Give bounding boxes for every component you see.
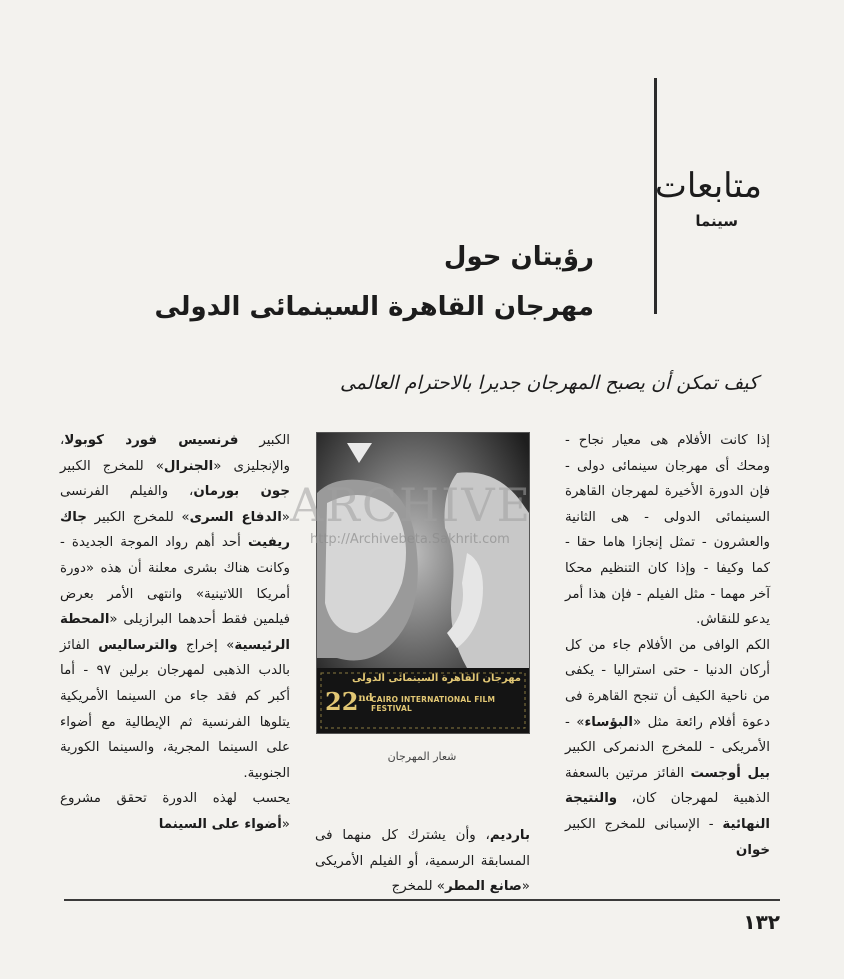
paragraph [565,428,770,633]
film-title: الجنرال [163,458,214,474]
edition-suffix: nd [358,693,373,704]
film-title: البؤساء [584,714,633,730]
section-title: متابعات [654,166,762,206]
footer-divider [64,899,780,901]
poster-title-arabic: مهرجان القاهرة السينمائى الدولى [351,673,521,684]
paragraph [60,428,290,786]
article-column-right [565,428,770,863]
person-name: خوان [735,842,770,858]
text-run: » - الأمريكى - للمخرج الدنمركى الكبير [565,714,770,756]
text-run: » للمخرج الكبير [86,509,190,525]
poster-caption: شعار المهرجان [387,750,457,763]
person-name: بارديم [489,828,530,843]
text-run: يحسب لهذه الدورة تحقق مشروع « [60,791,290,832]
person-name: فرنسيس فورد كوبولا [64,433,239,448]
headline-line-2: مهرجان القاهرة السينمائى الدولى [154,292,594,322]
text-run: إذا كانت الأفلام هى معيار نجاح - ومحك أى مهرجان سينمائى دولى - فإن الدورة الأخيرة لمهرجان القاهرة السينمائى الدولى - هى الثانية والعشرون - تمثل إنجازا هاما حقا - كما وكيفا - وإذا كان التنظيم محكا آخر مهما - مثل الفيلم - فإن هذا أمر يدعو للنقاش. [565,433,770,628]
archive-watermark: ARCHIVE [290,478,533,532]
article-subheadline: كيف تمكن أن يصبح المهرجان جديرا بالاحترام العالمى [339,372,758,394]
section-subtitle: سينما [695,212,738,230]
person-name: بيل أوجست [690,765,770,781]
watermark-url: http://Archivebeta.Sakhrit.com [310,532,510,547]
text-run: - الإسبانى للمخرج الكبير [565,816,723,832]
film-title: الدفاع السرى [189,509,282,525]
person-name: والترساليس [98,637,178,653]
poster-edition-number [325,687,373,716]
text-run: » إخراج [177,637,235,653]
text-run: الفائز بالدب الذهبى لمهرجان برلين ٩٧ - أما أكبر كم فقد جاء من السينما الأمريكية يتلوها الفرنسية ثم الإيطالية مع أضواء على السينما المجرية، والسينما الكورية الجنوبية. [60,637,290,781]
film-title: والنتيجة النهائية [565,791,770,832]
article-column-left [60,428,290,838]
edition-number: 22 [325,687,359,716]
text-run: ، والإنجليزى « [60,433,290,474]
paragraph [315,823,530,900]
text-run: » للمخرج الكبير [60,458,164,474]
text-run: الفائز مرتين بالسعفة الذهبية لمهرجان كان، [565,765,770,807]
paragraph [565,633,770,863]
headline-line-1: رؤيتان حول [443,242,594,272]
text-run: » للمخرج [391,879,446,895]
film-title: صانع المطر [445,879,522,895]
page-number: ١٣٢ [743,910,780,934]
person-name: جون بورمان [193,484,290,500]
text-run: الكبير [238,433,290,448]
film-title: أضواء على السينما [158,816,282,832]
text-run: أحد أهم رواد الموجة الجديدة - وكانت هناك بشرى معلنة أن هذه «دورة أمريكا اللاتينية» وانتهى الأمر بعرض فيلمين فقط أحدهما البرازيلى « [60,535,290,628]
paragraph [60,786,290,837]
article-column-middle [315,823,530,900]
text-run: الكم الوافى من الأفلام جاء من كل أركان الدنيا - حتى استراليا - يكفى من ناحية الكيف أن تنجح القاهرة فى دعوة أفلام رائعة مثل « [565,637,770,730]
text-run: ، وأن يشترك كل منهما فى المسابقة الرسمية، أو الفيلم الأمريكى « [315,828,530,895]
text-run: ، والفيلم الفرنسى « [60,484,290,525]
poster-title-english: CAIRO INTERNATIONAL FILM FESTIVAL [371,695,496,713]
film-title: المحطة الرئيسية [60,612,290,653]
person-name: جاك ريفيت [60,509,290,551]
